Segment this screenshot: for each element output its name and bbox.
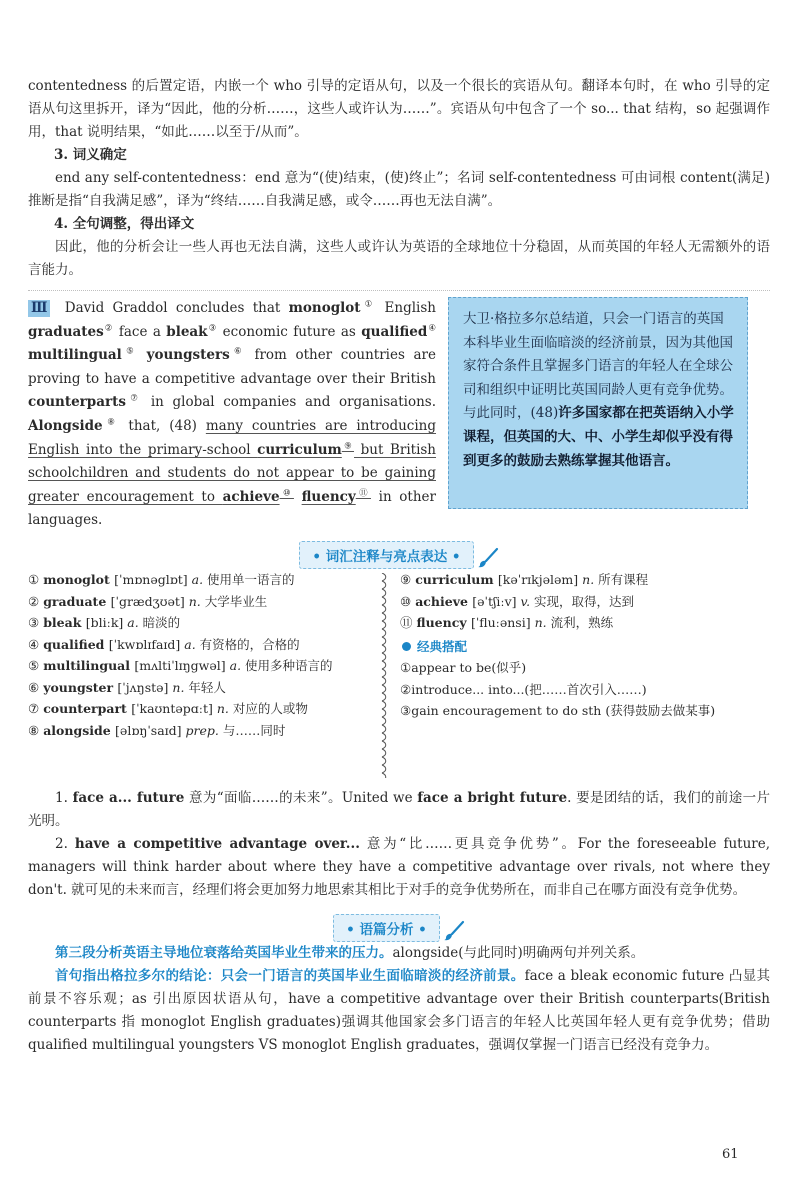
expression-1-term: face a... future <box>72 790 185 806</box>
vocab-number: ⑨ <box>400 572 416 587</box>
expression-1-text: 意为“面临……的未来”。United we <box>184 790 418 806</box>
dotted-divider <box>28 290 770 291</box>
vocab-word: multilingual <box>43 658 135 673</box>
heading-3: 3. 词义确定 <box>54 147 127 163</box>
vocab-entry <box>400 591 760 613</box>
paragraph-3: end any self-contentedness：end 意为“(使)结束，(使)终止”；名词 self-contentedness 可由词根 content(满足)推断是指“自我满足感”，译为“终结……自我满足感，或令……再也无法自满”。 <box>28 170 770 209</box>
vocab-definition: 实现，取得，达到 <box>534 593 635 609</box>
vocab-number: ⑥ <box>28 679 44 695</box>
passage-text <box>138 347 147 363</box>
vocab-word: counterpart <box>43 701 132 716</box>
vocab-phonetic: [ˈkaʊntəpɑːt] <box>131 701 217 716</box>
vocab-pos: prep. <box>185 722 223 738</box>
vocab-entry <box>28 612 368 634</box>
vocab-phonetic: [ˈjʌŋstə] <box>117 679 173 695</box>
roman-numeral-badge: Ⅲ <box>28 300 50 317</box>
vocab-pos: a. <box>127 615 143 630</box>
vocab-definition: 流利，熟练 <box>550 615 614 630</box>
footnote-marker: ③ <box>207 323 218 334</box>
vocab-definition: 大学毕业生 <box>204 593 268 609</box>
vocab-phonetic: [əˈtʃiːv] <box>472 593 521 609</box>
brush-icon <box>443 920 465 942</box>
footnote-marker: ⑨ <box>341 441 355 452</box>
vocab-term: monoglot <box>288 300 361 316</box>
vocab-term: achieve <box>222 488 280 505</box>
english-passage <box>28 297 436 533</box>
vocab-definition: 使用多种语言的 <box>245 658 333 673</box>
collocation-item: ②introduce... into...(把……首次引入……) <box>400 681 647 697</box>
vocab-pos: n. <box>172 679 189 695</box>
vocab-term: curriculum <box>257 441 342 458</box>
translation-highlight: 许多国家都在把英语纳入小学课程，但英国的大、中、小学生却似乎没有得到更多的鼓励去熟练掌握其他语言。 <box>463 405 734 469</box>
vocab-term: qualified <box>361 323 428 340</box>
vocab-entry <box>28 698 368 720</box>
vocab-entry <box>400 569 760 591</box>
vocab-word: graduate <box>43 593 111 609</box>
vocab-phonetic: [ˈfluːənsi] <box>470 615 535 630</box>
vocab-phonetic: [əlɒŋˈsaɪd] <box>115 722 186 738</box>
underlined-sentence: but British schoolchildren and students do not appear to be gaining greater encouragement to <box>28 441 437 505</box>
vocab-pos: n. <box>534 615 551 630</box>
collocation-heading <box>400 636 760 658</box>
vocab-term: counterparts <box>28 394 126 411</box>
footnote-marker: ① <box>360 299 377 310</box>
passage-text: David Graddol concludes that <box>56 300 289 316</box>
vocab-word: alongside <box>43 722 116 738</box>
underlined-sentence: many countries are introducing English into the primary-school <box>28 417 437 458</box>
expression-2-number: 2. <box>55 836 75 852</box>
expression-2-term: have a competitive advantage over... <box>74 836 360 852</box>
brush-icon <box>477 547 499 569</box>
vocab-word: youngster <box>43 679 118 695</box>
vocab-definition: 对应的人或物 <box>232 701 308 716</box>
footnote-marker: ⑥ <box>229 346 246 357</box>
collocation-heading-text: 经典搭配 <box>417 638 468 654</box>
vocab-phonetic: [ˈgrædʒʊət] <box>110 593 189 609</box>
collocation-list <box>400 657 760 722</box>
vocab-phonetic: [ˈkwɒlɪfaɪd] <box>108 636 185 652</box>
expression-2-text: 意为“比……更具竞争优势”。For the foreseeable future, managers will think harder about where they have a competitive advantage over rivals, not where they don't. 就可见的未来而言，经理们将会更加努力地思索其相比于对手的竞争优势所在，而非自己在哪方面没有竞争优势。 <box>28 836 770 898</box>
analysis-1-text: alongside(与此同时)明确两句并列关系。 <box>392 945 645 961</box>
paragraph-1: contentedness 的后置定语，内嵌一个 who 引导的定语从句，以及一个很长的宾语从句。翻译本句时，在 who 引导的定语从句这里拆开，译为“因此，他的分析……，这些人或许认为……”。宾语从句中包含了一个 so... that 结构，so 起强调作用，that 说明结果，“如此……以至于/从而”。 <box>28 78 770 140</box>
vocab-term: bleak <box>166 323 208 340</box>
vocab-phonetic: [kəˈrɪkjələm] <box>497 572 583 587</box>
analysis-2 <box>28 965 770 1057</box>
vocab-entry <box>28 569 368 591</box>
vocab-right-words <box>400 569 760 634</box>
vocab-word: qualified <box>43 636 109 652</box>
vocab-banner-label: • 词汇注释与亮点表达 • <box>299 541 473 569</box>
vocab-entry <box>28 677 368 699</box>
vocab-pos: a. <box>191 572 208 587</box>
discourse-banner-label: • 语篇分析 • <box>333 914 440 942</box>
vocab-definition: 有资格的，合格的 <box>199 636 300 652</box>
passage-section-3 <box>28 297 770 535</box>
footnote-marker: ② <box>103 323 114 334</box>
vocab-entry <box>28 720 368 742</box>
vocab-term: fluency <box>301 488 356 505</box>
expression-1 <box>28 787 770 833</box>
vocab-definition: 所有课程 <box>598 572 649 587</box>
vocab-list-right <box>400 569 760 722</box>
vocab-word: fluency <box>416 615 471 630</box>
vocab-number: ⑧ <box>28 722 44 738</box>
passage-text: that, (48) <box>119 417 206 434</box>
footnote-marker: ④ <box>427 323 437 334</box>
vocab-list-left <box>28 569 368 741</box>
vocab-entry <box>28 591 368 613</box>
passage-text: English <box>376 300 436 316</box>
footnote-marker: ⑧ <box>102 417 120 428</box>
vocab-pos: n. <box>216 701 233 716</box>
vocab-word: monoglot <box>43 572 115 587</box>
vocab-word: curriculum <box>415 572 498 587</box>
vocab-word: bleak <box>43 615 86 630</box>
page-number: 61 <box>722 1147 739 1162</box>
footnote-marker: ⑤ <box>121 346 139 357</box>
footnote-marker: ⑦ <box>125 393 143 404</box>
vocab-definition: 年轻人 <box>188 679 226 695</box>
page-content <box>28 75 770 1057</box>
vocab-pos: v. <box>520 593 535 609</box>
vocab-term: multilingual <box>28 347 122 364</box>
passage-text: economic future as <box>217 323 362 340</box>
passage-text: from other countries are proving to have a competitive advantage over their British <box>28 347 436 387</box>
collocation-item: ③gain encouragement to do sth (获得鼓励去做某事) <box>400 703 716 718</box>
vocab-number: ③ <box>28 615 44 630</box>
passage-text <box>294 489 302 505</box>
analysis-1 <box>28 942 770 965</box>
passage-text: face a <box>113 323 167 340</box>
expression-1-example-term: face a bright future <box>417 790 568 806</box>
analysis-2-highlight: 首句指出格拉多尔的结论：只会一门语言的英国毕业生面临暗淡的经济前景。 <box>55 968 525 984</box>
vocabulary-notes <box>28 569 770 787</box>
translation-text: 大卫·格拉多尔总结道，只会一门语言的英国本科毕业生面临暗淡的经济前景，因为其他国家符合条件且掌握多门语言的年轻人在全球公司和组织中证明比英国同龄人更有竞争优势。与此同时，(48) <box>463 311 733 422</box>
vocab-number: ⑦ <box>28 701 44 716</box>
vocab-number: ② <box>28 593 44 609</box>
spring-divider-icon <box>376 573 388 778</box>
footnote-marker: ⑪ <box>355 488 371 499</box>
vocab-definition: 与……同时 <box>222 722 286 738</box>
vocab-pos: a. <box>229 658 246 673</box>
vocab-pos: n. <box>188 593 205 609</box>
expression-1-number: 1. <box>55 790 73 806</box>
vocab-entry <box>28 655 368 677</box>
passage-text: in global companies and organisations. <box>142 394 437 411</box>
vocab-phonetic: [mʌltiˈlɪŋgwəl] <box>134 658 230 673</box>
vocab-phonetic: [ˈmɒnəglɒt] <box>114 572 192 587</box>
vocab-pos: n. <box>582 572 599 587</box>
discourse-banner <box>28 908 770 942</box>
vocab-term: Alongside <box>28 417 103 434</box>
expression-2 <box>28 833 770 902</box>
vocab-number: ① <box>28 572 44 587</box>
passage-text: in other languages. <box>28 488 436 529</box>
bullet-dot-icon <box>402 642 411 651</box>
vocab-number: ⑪ <box>400 615 417 630</box>
chinese-translation-box <box>448 297 748 509</box>
vocab-phonetic: [bliːk] <box>85 615 128 630</box>
vocab-entry <box>28 634 368 656</box>
footnote-marker: ⑩ <box>279 488 294 499</box>
vocab-number: ⑩ <box>400 593 416 609</box>
vocab-definition: 使用单一语言的 <box>207 572 295 587</box>
vocab-number: ⑤ <box>28 658 44 673</box>
vocab-term: youngsters <box>146 347 230 364</box>
analysis-1-highlight: 第三段分析英语主导地位衰落给英国毕业生带来的压力。 <box>55 945 393 961</box>
vocab-term: graduates <box>28 323 104 340</box>
heading-4: 4. 全句调整，得出译文 <box>54 216 195 232</box>
vocab-pos: a. <box>184 636 200 652</box>
collocation-item: ①appear to be(似乎) <box>400 660 527 675</box>
vocab-definition: 暗淡的 <box>142 615 181 630</box>
vocab-number: ④ <box>28 636 44 652</box>
vocab-entry <box>400 612 760 634</box>
analysis-2-text: face a bleak economic future 凸显其前景不容乐观；as 引出原因状语从句，have a competitive advantage over their British counterparts(British counterparts 指 monoglot English graduates)强调其他国家会多门语言的年轻人比英国年轻人更有竞争优势；借助 qualified multilingual youngsters VS monoglot English graduates，强调仅掌握一门语言已经没有竞争力。 <box>28 968 771 1053</box>
vocab-word: achieve <box>415 593 473 609</box>
paragraph-4: 因此，他的分析会让一些人再也无法自满，这些人或许认为英语的全球地位十分稳固，从而英国的年轻人无需额外的语言能力。 <box>28 239 770 278</box>
vocab-banner <box>28 535 770 569</box>
expression-1-translation: . 要是团结的话，我们的前途一片光明。 <box>28 790 770 829</box>
